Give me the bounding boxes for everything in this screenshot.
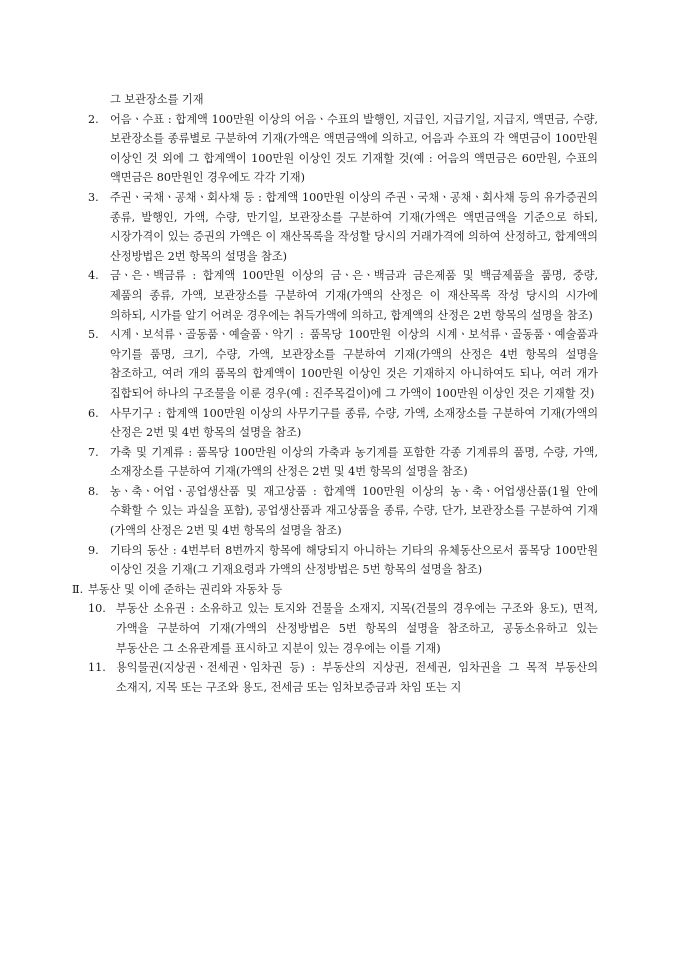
section-title: 부동산 및 이에 준하는 권리와 자동차 등 bbox=[88, 582, 283, 596]
list-item-10 bbox=[88, 599, 598, 658]
section-number: Ⅱ. bbox=[72, 582, 84, 596]
item-number: 3. bbox=[88, 190, 99, 204]
item-text: 부동산 소유권 : 소유하고 있는 토지와 건물을 소재지, 지목(건물의 경우에는 구조와 용도), 면적, 가액을 구분하여 기재(가액의 산정방법은 5번 항목의 설명을 참조하고, 공동소유하고 있는 부동산은 그 소유관계를 표시하고 지분이 있는 경우에는 이를 기재) bbox=[116, 602, 598, 655]
list-item-9 bbox=[88, 541, 598, 580]
continuation-line: 그 보관장소를 기재 bbox=[110, 93, 204, 106]
list-item-11 bbox=[88, 658, 598, 697]
item-text: 농ㆍ축ㆍ어업ㆍ공업생산품 및 재고상품 : 합계액 100만원 이상의 농ㆍ축ㆍ어업생산품(1월 안에 수확할 수 있는 과실을 포함), 공업생산품과 재고상품을 종류, 수량, 단가, 보관장소를 구분하여 기재(가액의 산정은 2번 및 4번 항목의 설명을 참조) bbox=[110, 484, 598, 538]
item-number: 9. bbox=[88, 543, 99, 557]
item-number: 4. bbox=[88, 269, 99, 283]
item-number: 5. bbox=[88, 328, 99, 342]
item-text: 시계ㆍ보석류ㆍ골동품ㆍ예술품ㆍ악기 : 품목당 100만원 이상의 시계ㆍ보석류ㆍ골동품ㆍ예술품과 악기를 품명, 크기, 수량, 가액, 보관장소를 구분하여 기재(가액의 산정은 4번 항목의 설명을 참조하고, 여러 개의 품목의 합계액이 100만원 이상인 것은 기재하지 아니하여도 되나, 여러 개가 집합되어 하나의 구조물을 이룬 경우(예 : 진주목걸이)에 그 가액이 100만원 이상인 것은 기재할 것) bbox=[110, 328, 598, 400]
item-text: 주권ㆍ국채ㆍ공채ㆍ회사채 등 : 합계액 100만원 이상의 주권ㆍ국채ㆍ공채ㆍ회사채 등의 유가증권의 종류, 발행인, 가액, 수량, 만기일, 보관장소를 구분하여 기재(가액은 액면금액을 기준으로 하되, 시장가격이 있는 증권의 가액은 이 재산목록을 작성할 당시의 거래가격에 의하여 산정하고, 합계액의 산정방법은 2번 항목의 설명을 참조) bbox=[110, 190, 598, 263]
list-item-3 bbox=[88, 188, 598, 266]
list-item-6 bbox=[88, 404, 598, 443]
section-heading-2 bbox=[72, 580, 598, 600]
list-item-5 bbox=[88, 325, 598, 403]
item-number: 6. bbox=[88, 406, 99, 420]
item-text: 기타의 동산 : 4번부터 8번까지 항목에 해당되지 아니하는 기타의 유체동산으로서 품목당 100만원 이상인 것을 기재(그 기재요령과 가액의 산정방법은 5번 항목의 설명을 참조) bbox=[110, 543, 598, 577]
list-item-2 bbox=[88, 110, 598, 188]
item-text: 사무기구 : 합계액 100만원 이상의 사무기구를 종류, 수량, 가액, 소재장소를 구분하여 기재(가액의 산정은 2번 및 4번 항목의 설명을 참조) bbox=[110, 406, 598, 440]
item-text: 금ㆍ은ㆍ백금류 : 합계액 100만원 이상의 금ㆍ은ㆍ백금과 금은제품 및 백금제품을 품명, 중량, 제품의 종류, 가액, 보관장소를 구분하여 기재(가액의 산정은 이 재산목록 작성 당시의 시가에 의하되, 시가를 알기 어려운 경우에는 취득가액에 의하고, 합계액의 산정은 2번 항목의 설명을 참조) bbox=[110, 269, 598, 322]
item-text: 가축 및 기계류 : 품목당 100만원 이상의 가축과 농기계를 포함한 각종 기계류의 품명, 수량, 가액, 소재장소를 구분하여 기재(가액의 산정은 2번 및 4번 항목의 설명을 참조) bbox=[110, 445, 598, 479]
document-body bbox=[72, 90, 598, 697]
item-number: 11. bbox=[88, 661, 106, 675]
list-item-7 bbox=[88, 443, 598, 482]
list-item-8 bbox=[88, 482, 598, 541]
item-text: 어음ㆍ수표 : 합계액 100만원 이상의 어음ㆍ수표의 발행인, 지급인, 지급기일, 지급지, 액면금, 수량, 보관장소를 종류별로 구분하여 기재(가액은 액면금액에 의하고, 어음과 수표의 각 액면금이 100만원 이상인 것 외에 그 합계액이 100만원 이상인 것도 기재할 것(예 : 어음의 액면금은 60만원, 수표의 액면금은 80만원인 경우에도 각각 기재) bbox=[110, 112, 598, 185]
item-number: 7. bbox=[88, 445, 99, 459]
item-number: 10. bbox=[88, 602, 106, 616]
item-number: 8. bbox=[88, 484, 99, 498]
item-text: 용익물권(지상권ㆍ전세권ㆍ임차권 등) : 부동산의 지상권, 전세권, 임차권을 그 목적 부동산의 소재지, 지목 또는 구조와 용도, 전세금 또는 임차보증금과 차임 또는 지 bbox=[116, 661, 598, 694]
list-item-4 bbox=[88, 266, 598, 325]
item-number: 2. bbox=[88, 112, 99, 126]
